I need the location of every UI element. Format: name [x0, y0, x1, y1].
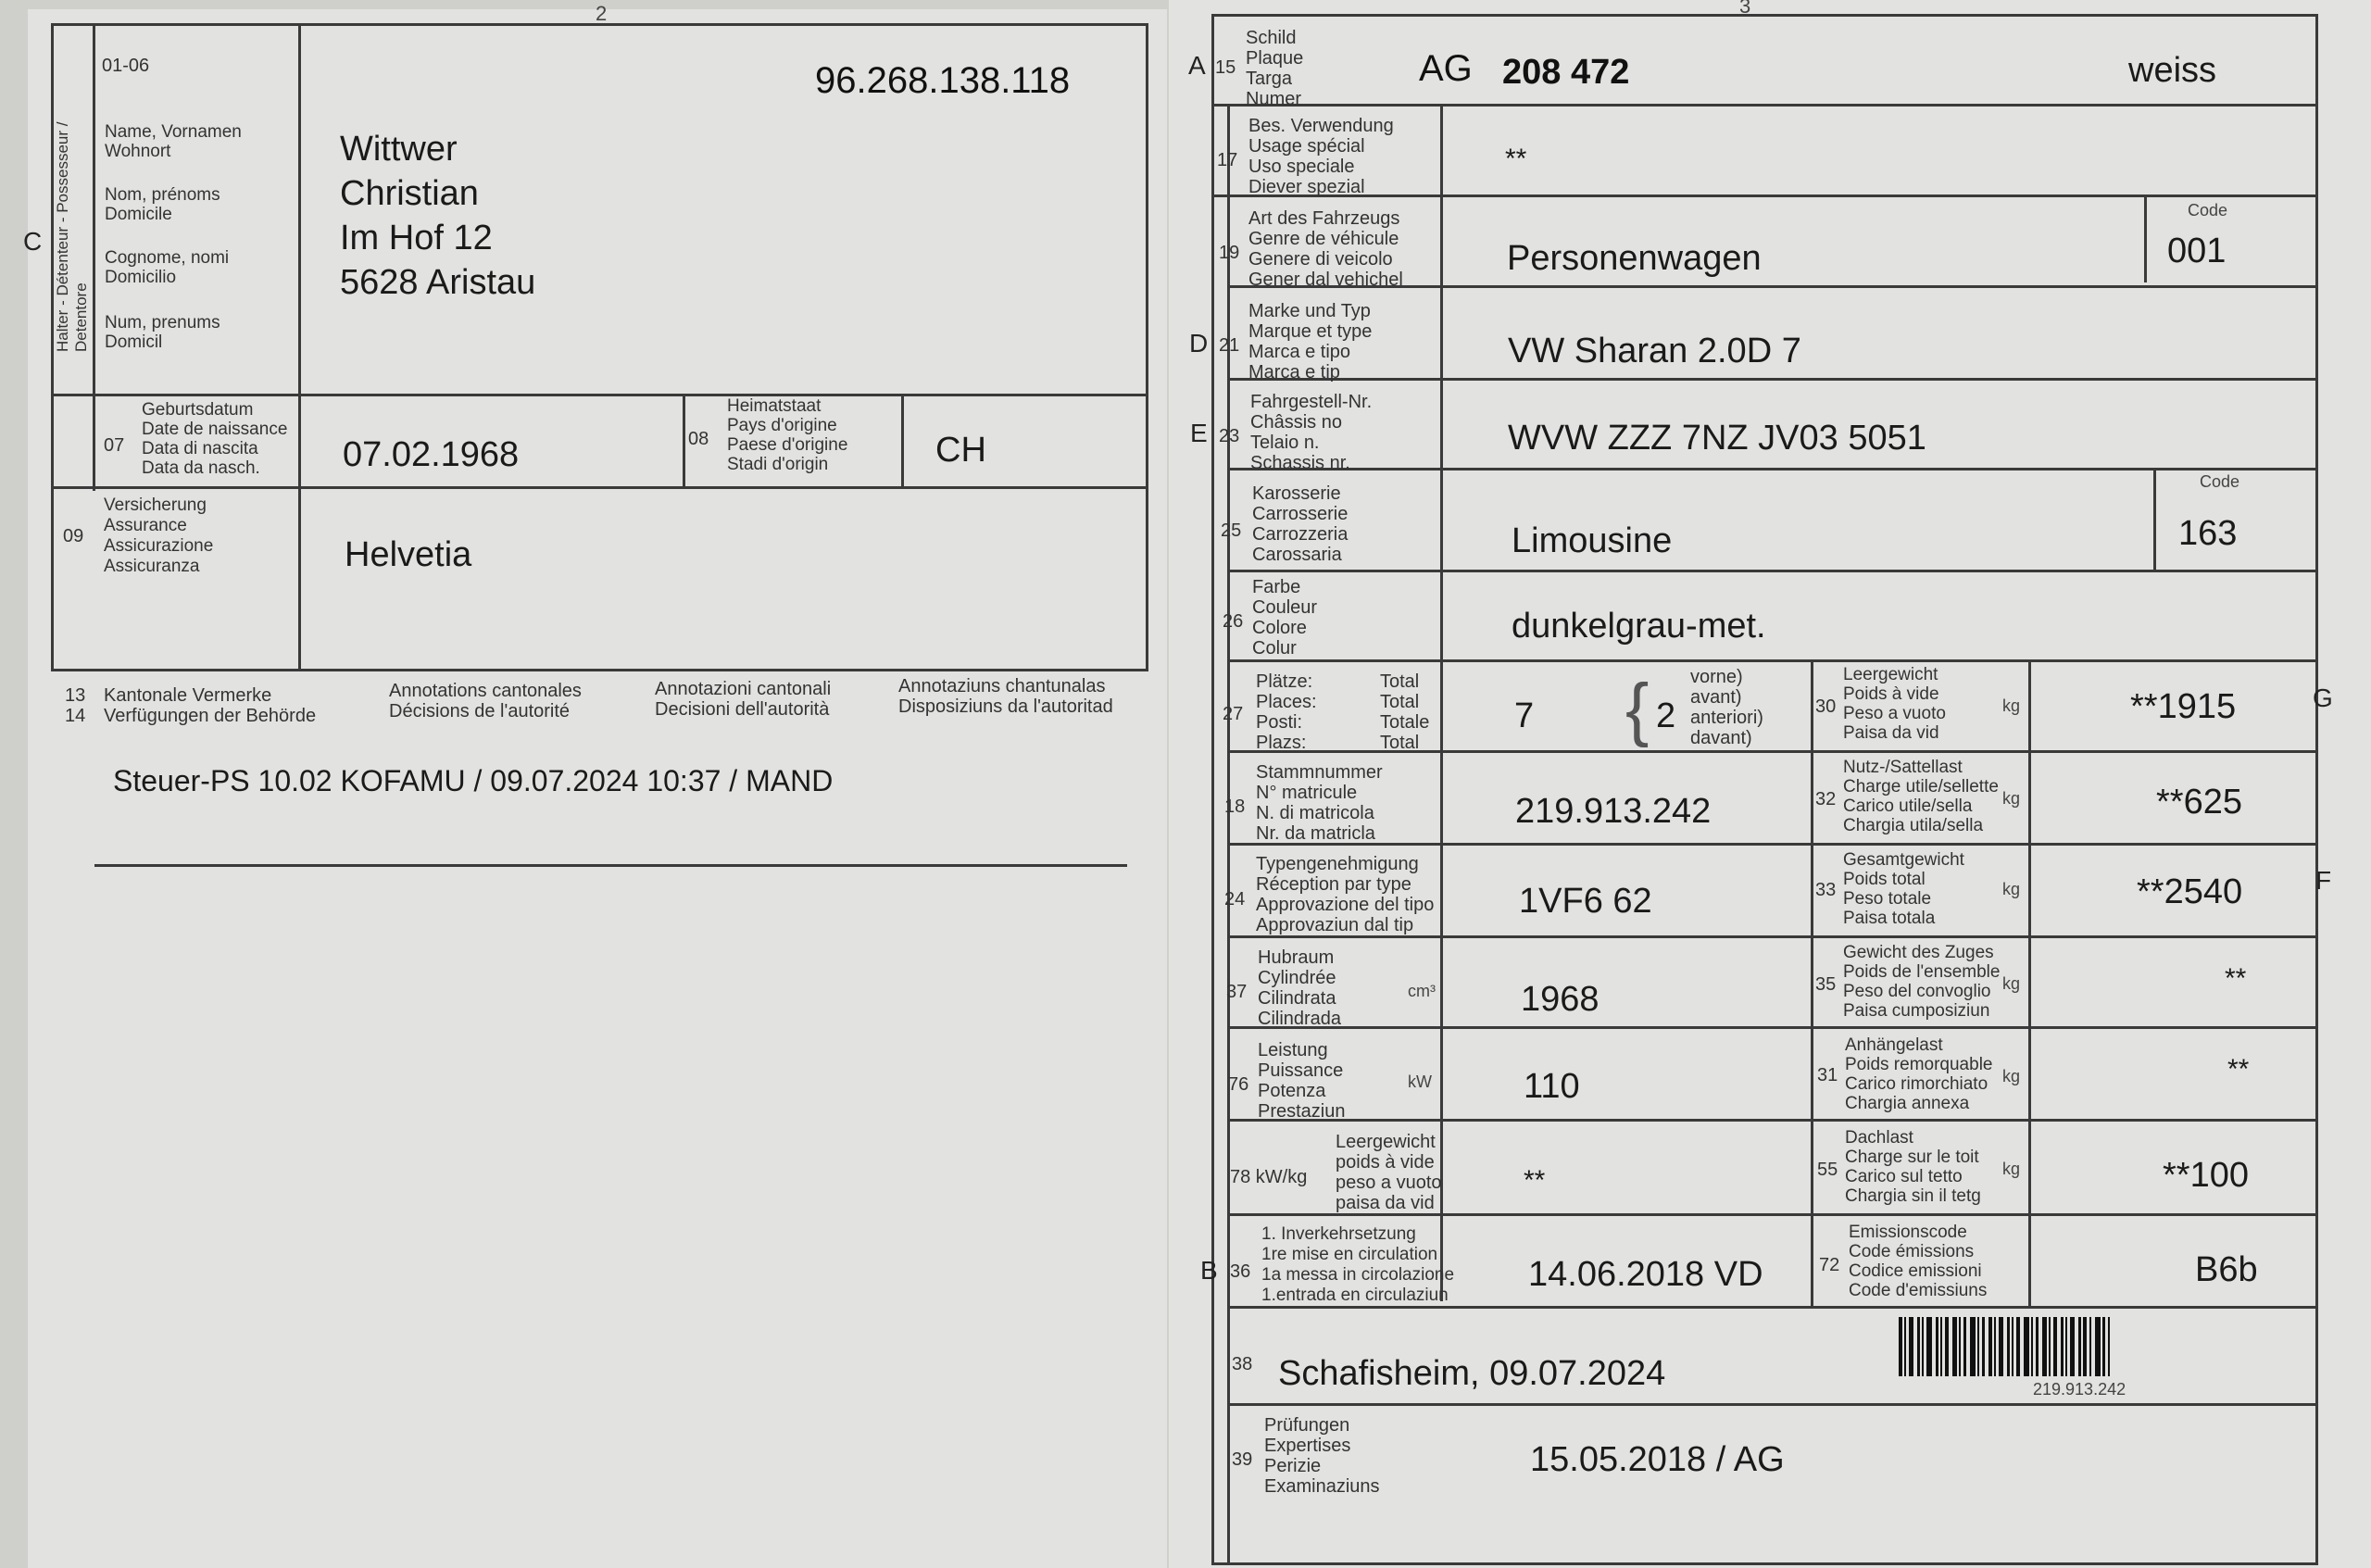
barcode-bar — [2031, 1317, 2033, 1376]
body-value: Limousine — [1512, 521, 1673, 560]
name-label-it: Cognome, nomi Domicilio — [105, 248, 230, 287]
form-code: 01-06 — [102, 56, 150, 76]
barcode-bar — [2070, 1317, 2075, 1376]
seats-label: Plätze: Places: Posti: Plazs: — [1256, 671, 1317, 753]
plate-label: Schild Plaque Targa Numer — [1246, 28, 1304, 109]
exam-num: 39 — [1232, 1449, 1253, 1470]
cyl-num: 37 — [1226, 982, 1248, 1002]
train-kg: kg — [2002, 974, 2021, 993]
cyl-label: Hubraum Cylindrée Cilindrata Cilindrada — [1258, 947, 1342, 1029]
roof-label: Dachlast Charge sur le toit Carico sul tetto Chargia sin il tetg — [1845, 1128, 1981, 1206]
barcode-bar — [1970, 1317, 1976, 1376]
roof-kg: kg — [2002, 1160, 2021, 1178]
barcode-bar — [1959, 1317, 1961, 1376]
annotation-underline — [94, 864, 1127, 867]
make-label: Marke und Typ Marque et type Marca e tipo Marca e tip — [1248, 301, 1373, 383]
seats-bracket: { — [1625, 670, 1650, 748]
barcode-bar — [2078, 1317, 2081, 1376]
exam-value: 15.05.2018 / AG — [1530, 1440, 1785, 1479]
barcode-bar — [2049, 1317, 2051, 1376]
holder-city: 5628 Aristau — [340, 263, 536, 302]
power-num: 76 — [1228, 1074, 1249, 1095]
seats-total-label: Total Total Totale Total — [1380, 671, 1430, 753]
barcode-bar — [1909, 1317, 1913, 1376]
barcode-bar — [1994, 1317, 1996, 1376]
type-num: 19 — [1219, 243, 1240, 263]
reg-value: 14.06.2018 VD — [1528, 1255, 1763, 1294]
color-label: Farbe Couleur Colore Colur — [1252, 577, 1318, 659]
right-page-number: 3 — [1739, 0, 1751, 18]
barcode-bar — [2012, 1317, 2013, 1376]
train-weight: ** — [2225, 963, 2247, 994]
annotation-label-rm: Annotaziuns chantunalas Disposiziuns da l'autoritad — [898, 676, 1113, 717]
usage-num: 17 — [1217, 150, 1238, 170]
barcode-bar — [1963, 1317, 1966, 1376]
matricule-num: 18 — [1224, 797, 1246, 817]
cyl-unit: cm³ — [1408, 982, 1436, 1000]
reg-num: 36 — [1230, 1261, 1251, 1282]
cyl-value: 1968 — [1521, 980, 1599, 1019]
barcode-bar — [1904, 1317, 1906, 1376]
holder-number: 96.268.138.118 — [815, 60, 1071, 101]
chassis-value: WVW ZZZ 7NZ JV03 5051 — [1508, 419, 1926, 458]
letter-e: E — [1190, 419, 1208, 447]
trailer-num: 31 — [1817, 1065, 1838, 1085]
total-weight: **2540 — [2137, 872, 2243, 911]
annotation-label-de: Kantonale Vermerke Verfügungen der Behörde — [104, 685, 317, 726]
left-page-number: 2 — [596, 2, 608, 25]
chassis-label: Fahrgestell-Nr. Châssis no Telaio n. Schassis nr. — [1250, 392, 1373, 473]
power-unit: kW — [1408, 1073, 1432, 1091]
barcode-bar — [1945, 1317, 1949, 1376]
type-value: Personenwagen — [1507, 239, 1762, 278]
letter-d: D — [1189, 329, 1209, 358]
insurance-num: 09 — [63, 526, 84, 546]
annotation-num: 13 14 — [65, 685, 86, 726]
holder-vertical-label — [54, 120, 91, 352]
barcode-bar — [1940, 1317, 1942, 1376]
usage-value: ** — [1505, 144, 1527, 174]
approval-num: 24 — [1224, 889, 1246, 909]
total-weight-num: 33 — [1815, 880, 1837, 900]
letter-a: A — [1188, 51, 1206, 80]
barcode-bar — [1988, 1317, 1992, 1376]
body-code: 163 — [2178, 514, 2238, 553]
type-label: Art des Fahrzeugs Genre de véhicule Genere di veicolo Gener dal vehichel — [1248, 208, 1403, 290]
name-label-de: Name, Vornamen Wohnort — [105, 122, 242, 161]
trailer-label: Anhängelast Poids remorquable Carico rimorchiato Chargia annexa — [1845, 1035, 1993, 1113]
empty-weight-num: 30 — [1815, 696, 1837, 717]
seats-front: 2 — [1656, 696, 1676, 735]
holder-surname: Wittwer — [340, 130, 458, 169]
total-weight-kg: kg — [2002, 880, 2021, 898]
total-weight-label: Gesamtgewicht Poids total Peso totale Paisa totala — [1843, 850, 1964, 928]
trailer-kg: kg — [2002, 1067, 2021, 1085]
barcode-bar — [2089, 1317, 2091, 1376]
ratio-label: Leergewicht poids à vide peso a vuoto paisa da vid — [1336, 1132, 1442, 1213]
barcode-bar — [1926, 1317, 1932, 1376]
barcode-bar — [2036, 1317, 2039, 1376]
letter-g: G — [2313, 684, 2333, 712]
birth-label: Geburtsdatum Date de naissance Data di nascita Data da nasch. — [142, 400, 288, 478]
barcode-bar — [2108, 1317, 2110, 1376]
emission-num: 72 — [1819, 1255, 1840, 1275]
color-value: dunkelgrau-met. — [1512, 607, 1766, 646]
seats-num: 27 — [1223, 704, 1244, 724]
section-letter-c: C — [23, 227, 43, 256]
payload: **625 — [2156, 783, 2242, 822]
annotation-label-fr: Annotations cantonales Décisions de l'autorité — [389, 681, 582, 721]
roof-load: **100 — [2163, 1156, 2249, 1195]
power-label: Leistung Puissance Potenza Prestaziun — [1258, 1040, 1346, 1122]
type-code-label: Code — [2188, 201, 2228, 220]
payload-kg: kg — [2002, 789, 2021, 808]
plate-num: 15 — [1215, 57, 1236, 78]
chassis-num: 23 — [1219, 426, 1240, 446]
insurance-label: Versicherung Assurance Assicurazione Assicuranza — [104, 495, 214, 576]
holder-street: Im Hof 12 — [340, 219, 493, 257]
barcode-bar — [1952, 1317, 1957, 1376]
type-code: 001 — [2167, 232, 2227, 270]
ratio-value: ** — [1524, 1165, 1546, 1196]
holder-firstname: Christian — [340, 174, 479, 213]
barcode-bar — [2095, 1317, 2101, 1376]
approval-label: Typengenehmigung Réception par type Approvazione del tipo Approvaziun dal tip — [1256, 854, 1435, 935]
letter-f: F — [2315, 866, 2332, 895]
barcode-bar — [1999, 1317, 2003, 1376]
trailer-weight: ** — [2227, 1054, 2250, 1085]
birth-date: 07.02.1968 — [343, 435, 520, 474]
barcode-bar — [2053, 1317, 2057, 1376]
annotation-label-it: Annotazioni cantonali Decisioni dell'autorità — [655, 679, 832, 720]
approval-value: 1VF6 62 — [1519, 882, 1652, 921]
place-value: Schafisheim, 09.07.2024 — [1278, 1354, 1666, 1393]
barcode-bar — [1982, 1317, 1985, 1376]
annotation-text: Steuer-PS 10.02 KOFAMU / 09.07.2024 10:37 / MAND — [113, 764, 834, 797]
seats-total: 7 — [1514, 696, 1535, 735]
make-num: 21 — [1219, 335, 1240, 356]
plate-number: 208 472 — [1502, 53, 1630, 92]
emission-label: Emissionscode Code émissions Codice emissioni Code d'emissiuns — [1849, 1223, 1988, 1300]
barcode-bar — [2102, 1317, 2105, 1376]
seats-front-label: vorne) avant) anteriori) davant) — [1690, 667, 1763, 748]
barcode-bar — [2007, 1317, 2010, 1376]
birth-num: 07 — [104, 435, 125, 456]
barcode-bar — [1936, 1317, 1938, 1376]
make-value: VW Sharan 2.0D 7 — [1508, 332, 1801, 370]
color-num: 26 — [1223, 611, 1244, 632]
barcode-text: 219.913.242 — [2033, 1380, 2126, 1399]
barcode-bar — [1922, 1317, 1924, 1376]
train-num: 35 — [1815, 974, 1837, 995]
barcode-bar — [2024, 1317, 2029, 1376]
letter-b: B — [1200, 1256, 1218, 1285]
plate-color: weiss — [2128, 51, 2217, 90]
barcode-bar — [2083, 1317, 2087, 1376]
power-value: 110 — [1524, 1067, 1580, 1106]
matricule-value: 219.913.242 — [1515, 792, 1712, 831]
empty-weight-kg: kg — [2002, 696, 2021, 715]
exam-label: Prüfungen Expertises Perizie Examinaziuns — [1264, 1415, 1380, 1497]
body-code-label: Code — [2200, 472, 2240, 491]
barcode-bar — [1917, 1317, 1920, 1376]
body-num: 25 — [1221, 521, 1242, 541]
origin-value: CH — [935, 431, 986, 470]
origin-num: 08 — [688, 429, 709, 449]
payload-label: Nutz-/Sattellast Charge utile/sellette Carico utile/sella Chargia utila/sella — [1843, 758, 1999, 835]
payload-num: 32 — [1815, 789, 1837, 809]
barcode-bar — [1977, 1317, 1979, 1376]
ratio-num: 78 kW/kg — [1230, 1167, 1308, 1187]
place-num: 38 — [1232, 1354, 1253, 1374]
name-label-rm: Num, prenums Domicil — [105, 313, 220, 352]
train-label: Gewicht des Zuges Poids de l'ensemble Peso del convoglio Paisa cumposiziun — [1843, 943, 2001, 1021]
barcode — [1899, 1317, 2114, 1376]
insurance-value: Helvetia — [345, 535, 472, 574]
holder-vertical-text: Halter - Détenteur - Possesseur / Detentore — [54, 121, 90, 352]
reg-label: 1. Inverkehrsetzung 1re mise en circulation 1a messa in circolazione 1.entrada en circulaziun — [1261, 1224, 1455, 1305]
matricule-label: Stammnummer N° matricule N. di matricola Nr. da matricla — [1256, 762, 1383, 844]
barcode-bar — [2061, 1317, 2064, 1376]
barcode-bar — [2016, 1317, 2020, 1376]
emission-value: B6b — [2195, 1250, 2258, 1289]
plate-canton: AG — [1419, 48, 1473, 89]
usage-label: Bes. Verwendung Usage spécial Uso speciale Diever spezial — [1248, 116, 1394, 197]
barcode-bar — [2065, 1317, 2067, 1376]
body-label: Karosserie Carrosserie Carrozzeria Carossaria — [1252, 483, 1349, 565]
empty-weight-label: Leergewicht Poids à vide Peso a vuoto Paisa da vid — [1843, 665, 1946, 743]
empty-weight: **1915 — [2130, 687, 2237, 726]
roof-num: 55 — [1817, 1160, 1838, 1180]
barcode-bar — [2042, 1317, 2047, 1376]
name-label-fr: Nom, prénoms Domicile — [105, 185, 220, 224]
barcode-bar — [1899, 1317, 1902, 1376]
origin-label: Heimatstaat Pays d'origine Paese d'origine Stadi d'origin — [727, 396, 848, 474]
